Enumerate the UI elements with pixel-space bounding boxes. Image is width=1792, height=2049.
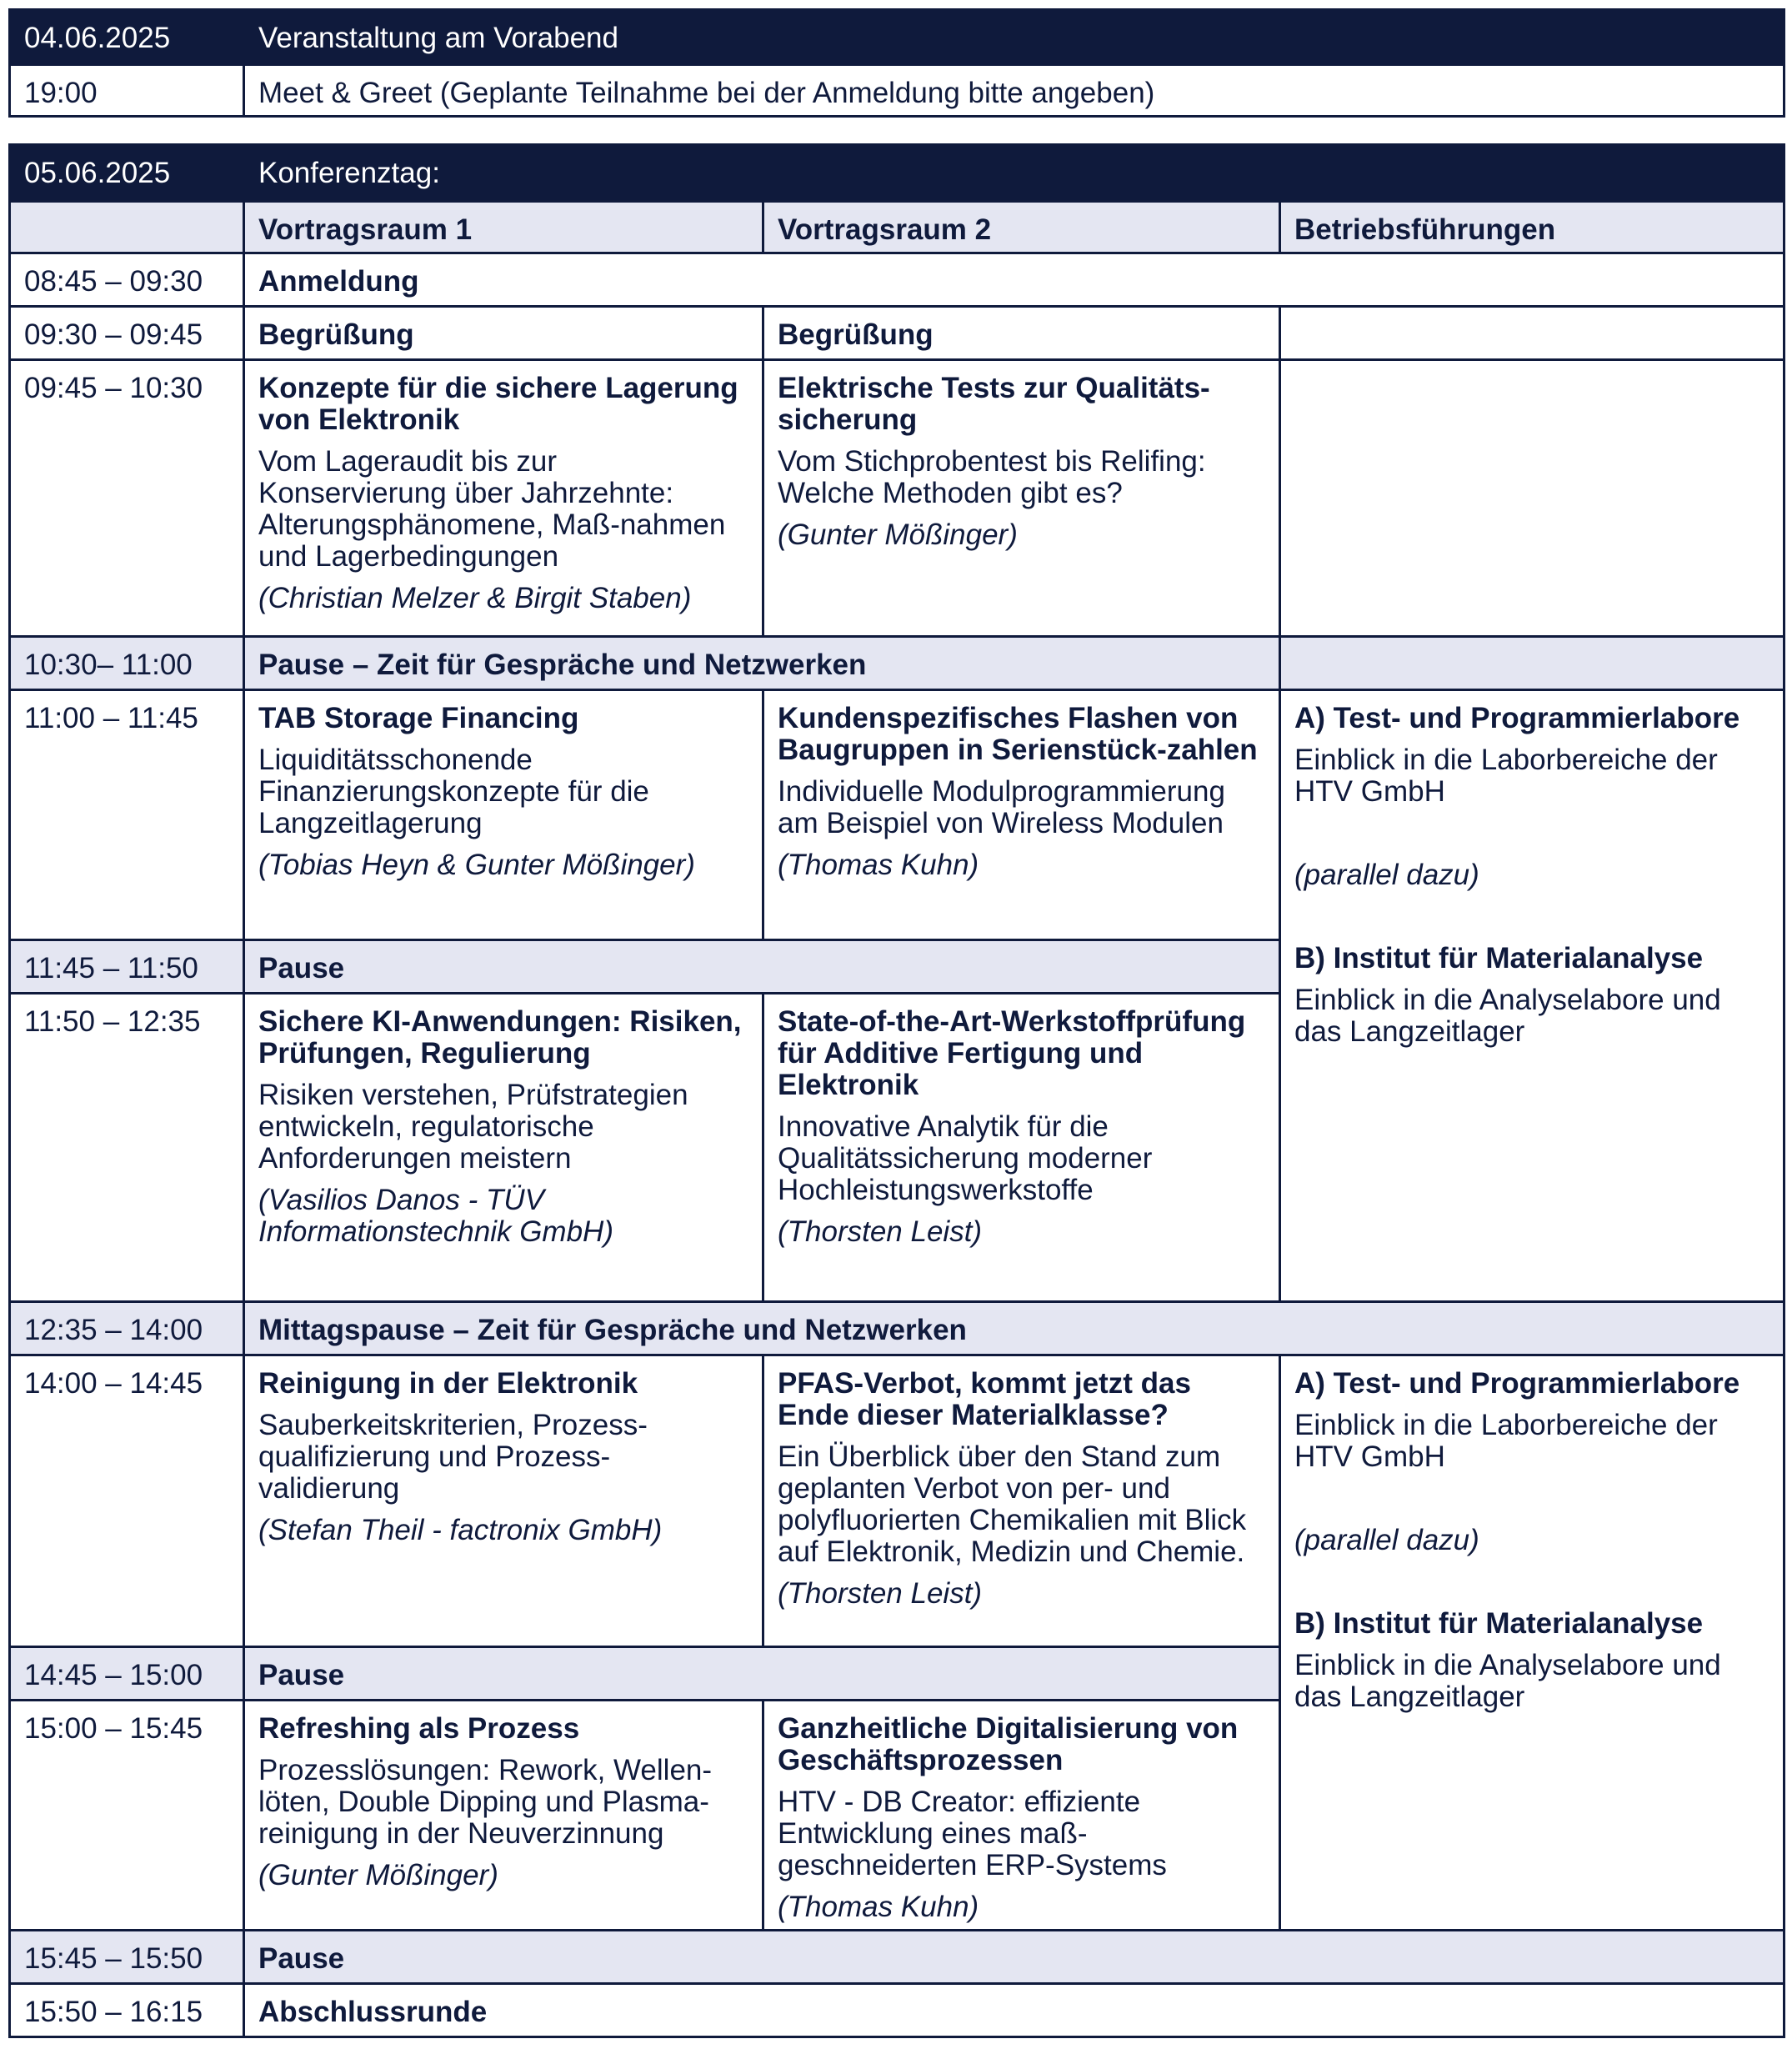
talk-speaker: (Thomas Kuhn) [778, 849, 979, 881]
tour-b-title: B) Institut für Materialanalyse [1294, 1607, 1704, 1640]
evening-text: Meet & Greet (Geplante Teilnahme bei der Anmeldung bitte angeben) [244, 65, 1784, 117]
talk-cell [763, 1355, 1280, 1647]
talk-speaker: (Thorsten Leist) [778, 1215, 983, 1248]
talk-cell [763, 1701, 1280, 1931]
talk-description: Risiken verstehen, Prüfstrategien entwickeln, regulatorische Anforderungen meistern [258, 1079, 688, 1175]
time-cell: 11:50 – 12:35 [10, 994, 244, 1302]
time-cell: 10:30– 11:00 [10, 637, 244, 690]
time-cell: 14:00 – 14:45 [10, 1355, 244, 1647]
talk-cell [763, 994, 1280, 1302]
column-header-room1: Vortragsraum 1 [244, 202, 763, 253]
talk-description: Sauberkeitskriterien, Prozess-qualifizierung und Prozess-validierung [258, 1409, 648, 1505]
talk-speaker: (Stefan Theil - factronix GmbH) [258, 1514, 663, 1546]
time-cell: 11:00 – 11:45 [10, 690, 244, 940]
talk-title: PFAS-Verbot, kommt jetzt das Ende dieser Materialklasse? [778, 1367, 1191, 1431]
column-header-room2: Vortragsraum 2 [763, 202, 1280, 253]
spacer [1294, 891, 1769, 943]
tour-a-title: A) Test- und Programmierlabore [1294, 1367, 1740, 1400]
talk-cell [244, 1355, 763, 1647]
talk-title: State-of-the-Art-Werkstoffprüfung für Additive Fertigung und Elektronik [778, 1005, 1246, 1101]
talk-title: Kundenspezifisches Flashen von Baugruppen in Serienstück-zahlen [778, 702, 1258, 766]
evening-date: 04.06.2025 [10, 10, 244, 65]
talk-speaker: (Christian Melzer & Birgit Staben) [258, 582, 692, 614]
break-label: Pause [244, 1647, 1280, 1701]
talk-speaker: (Thomas Kuhn) [778, 1891, 979, 1923]
spacer [1294, 1473, 1769, 1525]
time-cell: 15:45 – 15:50 [10, 1931, 244, 1984]
talk-title: Sichere KI-Anwendungen: Risiken, Prüfungen, Regulierung [258, 1005, 742, 1070]
spacer [1294, 808, 1769, 859]
column-header-time [10, 202, 244, 253]
evening-schedule-table [8, 8, 1785, 118]
time-cell: 09:30 – 09:45 [10, 307, 244, 360]
tour-b-description: Einblick in die Analyselabore und das Langzeitlager [1294, 984, 1721, 1048]
break-label: Pause [244, 940, 1280, 994]
talk-cell [244, 360, 763, 637]
talk-cell [244, 1701, 763, 1931]
talk-description: Innovative Analytik für die Qualitätssicherung moderner Hochleistungswerkstoffe [778, 1110, 1153, 1206]
conference-date: 05.06.2025 [10, 145, 244, 202]
conference-schedule-table [8, 143, 1785, 2038]
tour-b-description: Einblick in die Analyselabore und das Langzeitlager [1294, 1649, 1721, 1713]
registration-label: Anmeldung [244, 253, 1784, 307]
break-label: Pause [244, 1931, 1784, 1984]
talk-title: Refreshing als Prozess [258, 1712, 580, 1745]
time-cell: 12:35 – 14:00 [10, 1302, 244, 1355]
talk-cell [763, 690, 1280, 940]
tour-b-title: B) Institut für Materialanalyse [1294, 942, 1704, 974]
tours-cell-afternoon [1280, 1355, 1784, 1931]
talk-description: HTV - DB Creator: effiziente Entwicklung eines maß-geschneiderten ERP-Systems [778, 1786, 1167, 1881]
talk-title: Konzepte für die sichere Lagerung von Elektronik [258, 372, 738, 436]
time-cell: 11:45 – 11:50 [10, 940, 244, 994]
empty-tours-cell [1280, 307, 1784, 360]
talk-description: Liquiditätsschonende Finanzierungskonzepte für die Langzeitlagerung [258, 744, 649, 839]
time-cell: 15:50 – 16:15 [10, 1984, 244, 2037]
talk-description: Individuelle Modulprogrammierung am Beispiel von Wireless Modulen [778, 775, 1225, 839]
welcome-room2: Begrüßung [763, 307, 1280, 360]
talk-title: Ganzheitliche Digitalisierung von Geschäftsprozessen [778, 1712, 1239, 1776]
break-label: Pause – Zeit für Gespräche und Netzwerken [244, 637, 1280, 690]
talk-description: Vom Stichprobentest bis Relifing: Welche Methoden gibt es? [778, 445, 1206, 509]
closing-label: Abschlussrunde [244, 1984, 1784, 2037]
time-cell: 14:45 – 15:00 [10, 1647, 244, 1701]
lunch-label: Mittagspause – Zeit für Gespräche und Netzwerken [244, 1302, 1784, 1355]
column-header-tours: Betriebsführungen [1280, 202, 1784, 253]
talk-cell [763, 360, 1280, 637]
time-cell: 15:00 – 15:45 [10, 1701, 244, 1931]
talk-title: Reinigung in der Elektronik [258, 1367, 638, 1400]
tour-a-description: Einblick in die Laborbereiche der HTV GmbH [1294, 1409, 1718, 1473]
talk-cell [244, 690, 763, 940]
talk-speaker: (Vasilios Danos - TÜV Informationstechnik GmbH) [258, 1184, 613, 1248]
tours-cell-morning [1280, 690, 1784, 1302]
talk-speaker: (Thorsten Leist) [778, 1577, 983, 1610]
evening-time: 19:00 [10, 65, 244, 117]
tour-parallel-note: (parallel dazu) [1294, 1524, 1479, 1556]
talk-description: Ein Überblick über den Stand zum geplanten Verbot von per- und polyfluorierten Chemikalien mit Blick auf Elektronik, Medizin und Chemie. [778, 1440, 1247, 1568]
talk-description: Vom Lageraudit bis zur Konservierung über Jahrzehnte: Alterungsphänomene, Maß-nahmen und Lagerbedingungen [258, 445, 726, 573]
talk-speaker: (Gunter Mößinger) [778, 519, 1018, 551]
empty-tours-cell [1280, 637, 1784, 690]
conference-title: Konferenztag: [244, 145, 1784, 202]
talk-speaker: (Gunter Mößinger) [258, 1859, 498, 1891]
time-cell: 09:45 – 10:30 [10, 360, 244, 637]
time-cell: 08:45 – 09:30 [10, 253, 244, 307]
talk-speaker: (Tobias Heyn & Gunter Mößinger) [258, 849, 695, 881]
evening-title: Veranstaltung am Vorabend [244, 10, 1784, 65]
welcome-room1: Begrüßung [244, 307, 763, 360]
spacer [1294, 1556, 1769, 1608]
tour-a-title: A) Test- und Programmierlabore [1294, 702, 1740, 734]
talk-title: TAB Storage Financing [258, 702, 579, 734]
tour-parallel-note: (parallel dazu) [1294, 859, 1479, 891]
talk-cell [244, 994, 763, 1302]
tour-a-description: Einblick in die Laborbereiche der HTV GmbH [1294, 744, 1718, 808]
talk-title: Elektrische Tests zur Qualitäts-sicherung [778, 372, 1210, 436]
talk-description: Prozesslösungen: Rework, Wellen-löten, Double Dipping und Plasma-reinigung in der Neuverzinnung [258, 1754, 713, 1850]
empty-tours-cell [1280, 360, 1784, 637]
